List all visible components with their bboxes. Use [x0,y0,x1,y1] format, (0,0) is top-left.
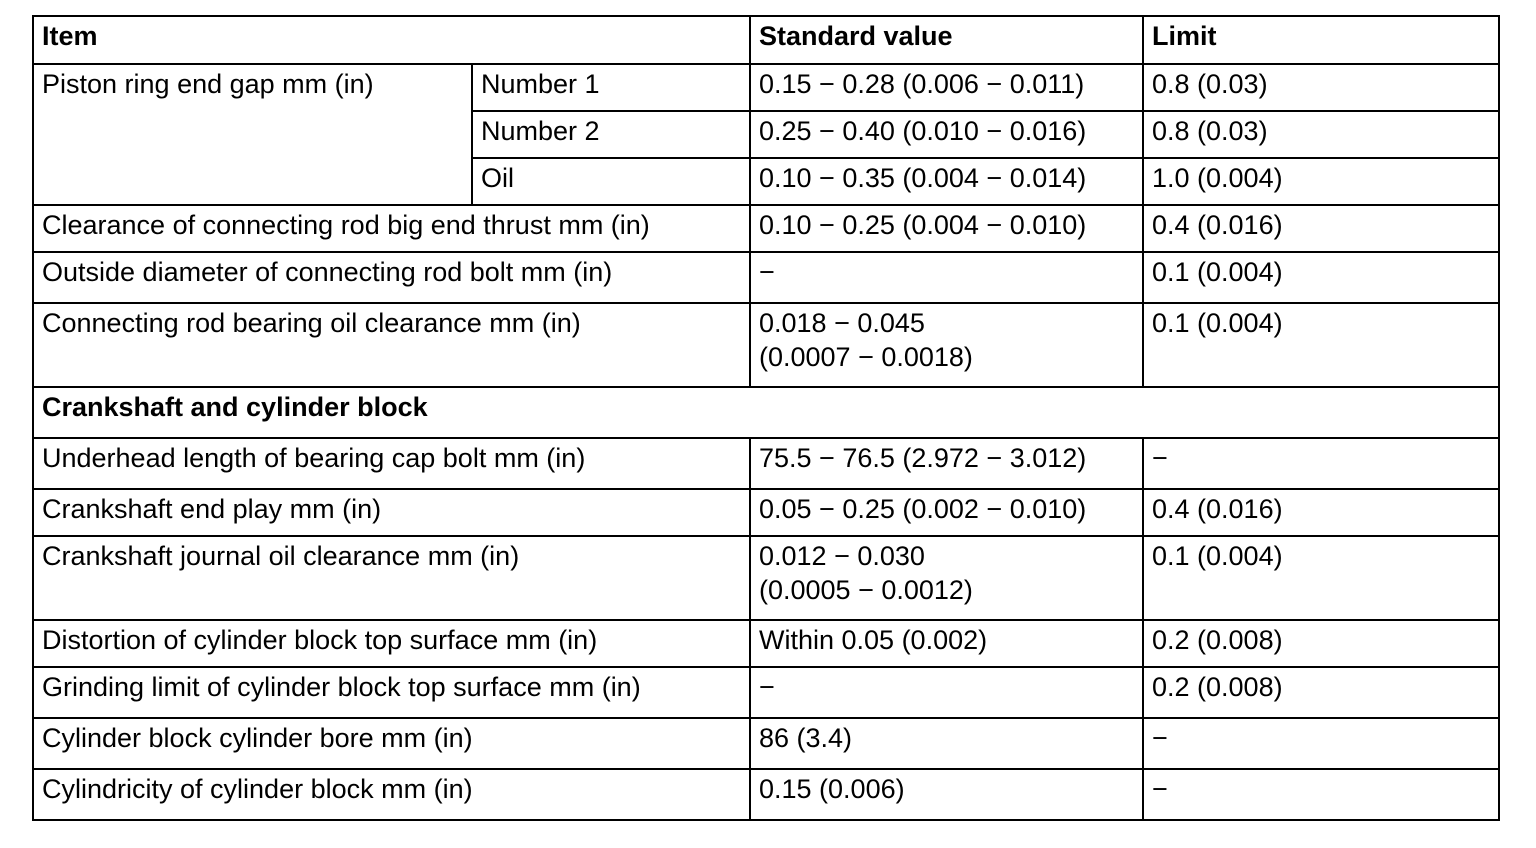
standard-value-cell: 86 (3.4) [750,718,1143,769]
item-cell: Connecting rod bearing oil clearance mm (in) [33,303,750,387]
table-row [33,438,1499,489]
limit-cell: 0.2 (0.008) [1143,667,1499,718]
standard-value-cell: 0.25 − 0.40 (0.010 − 0.016) [750,111,1143,158]
table-row [33,64,1499,111]
table-row [33,718,1499,769]
item-cell: Underhead length of bearing cap bolt mm (in) [33,438,750,489]
item-cell: Clearance of connecting rod big end thrust mm (in) [33,205,750,252]
standard-value-cell [750,536,1143,620]
limit-cell: − [1143,769,1499,820]
standard-value-cell: 0.10 − 0.25 (0.004 − 0.010) [750,205,1143,252]
header-row [33,16,1499,64]
sub-item-name: Oil [472,158,750,205]
standard-value-cell: 0.10 − 0.35 (0.004 − 0.014) [750,158,1143,205]
limit-cell: 0.1 (0.004) [1143,536,1499,620]
standard-value-cell [750,303,1143,387]
item-cell: Distortion of cylinder block top surface mm (in) [33,620,750,667]
standard-value-cell: 0.15 (0.006) [750,769,1143,820]
specification-table [32,15,1500,821]
table-row [33,667,1499,718]
limit-cell: 0.8 (0.03) [1143,111,1499,158]
limit-cell: − [1143,438,1499,489]
section-row [33,387,1499,438]
standard-value-cell: 75.5 − 76.5 (2.972 − 3.012) [750,438,1143,489]
section-title: Crankshaft and cylinder block [33,387,1499,438]
limit-cell: 1.0 (0.004) [1143,158,1499,205]
sub-item-name: Number 2 [472,111,750,158]
table-row [33,205,1499,252]
table-row [33,769,1499,820]
standard-value-cell: − [750,252,1143,303]
table-row [33,536,1499,620]
table-row [33,303,1499,387]
item-cell: Cylinder block cylinder bore mm (in) [33,718,750,769]
limit-cell: 0.4 (0.016) [1143,489,1499,536]
sub-item-name: Number 1 [472,64,750,111]
standard-value-cell: Within 0.05 (0.002) [750,620,1143,667]
standard-value-line: 0.012 − 0.030 [759,541,925,571]
standard-value-line: 0.018 − 0.045 [759,308,925,338]
item-cell: Grinding limit of cylinder block top surface mm (in) [33,667,750,718]
header-standard-value: Standard value [750,16,1143,64]
header-limit: Limit [1143,16,1499,64]
standard-value-line: (0.0005 − 0.0012) [759,575,973,605]
table-row [33,252,1499,303]
piston-ring-label: Piston ring end gap mm (in) [33,64,472,205]
limit-cell: 0.1 (0.004) [1143,303,1499,387]
standard-value-cell: − [750,667,1143,718]
header-item: Item [33,16,750,64]
item-cell: Crankshaft journal oil clearance mm (in) [33,536,750,620]
table-row [33,620,1499,667]
item-cell: Crankshaft end play mm (in) [33,489,750,536]
item-cell: Cylindricity of cylinder block mm (in) [33,769,750,820]
limit-cell: 0.1 (0.004) [1143,252,1499,303]
item-cell: Outside diameter of connecting rod bolt mm (in) [33,252,750,303]
standard-value-cell: 0.05 − 0.25 (0.002 − 0.010) [750,489,1143,536]
limit-cell: − [1143,718,1499,769]
standard-value-cell: 0.15 − 0.28 (0.006 − 0.011) [750,64,1143,111]
limit-cell: 0.8 (0.03) [1143,64,1499,111]
limit-cell: 0.2 (0.008) [1143,620,1499,667]
limit-cell: 0.4 (0.016) [1143,205,1499,252]
standard-value-line: (0.0007 − 0.0018) [759,342,973,372]
table-row [33,489,1499,536]
